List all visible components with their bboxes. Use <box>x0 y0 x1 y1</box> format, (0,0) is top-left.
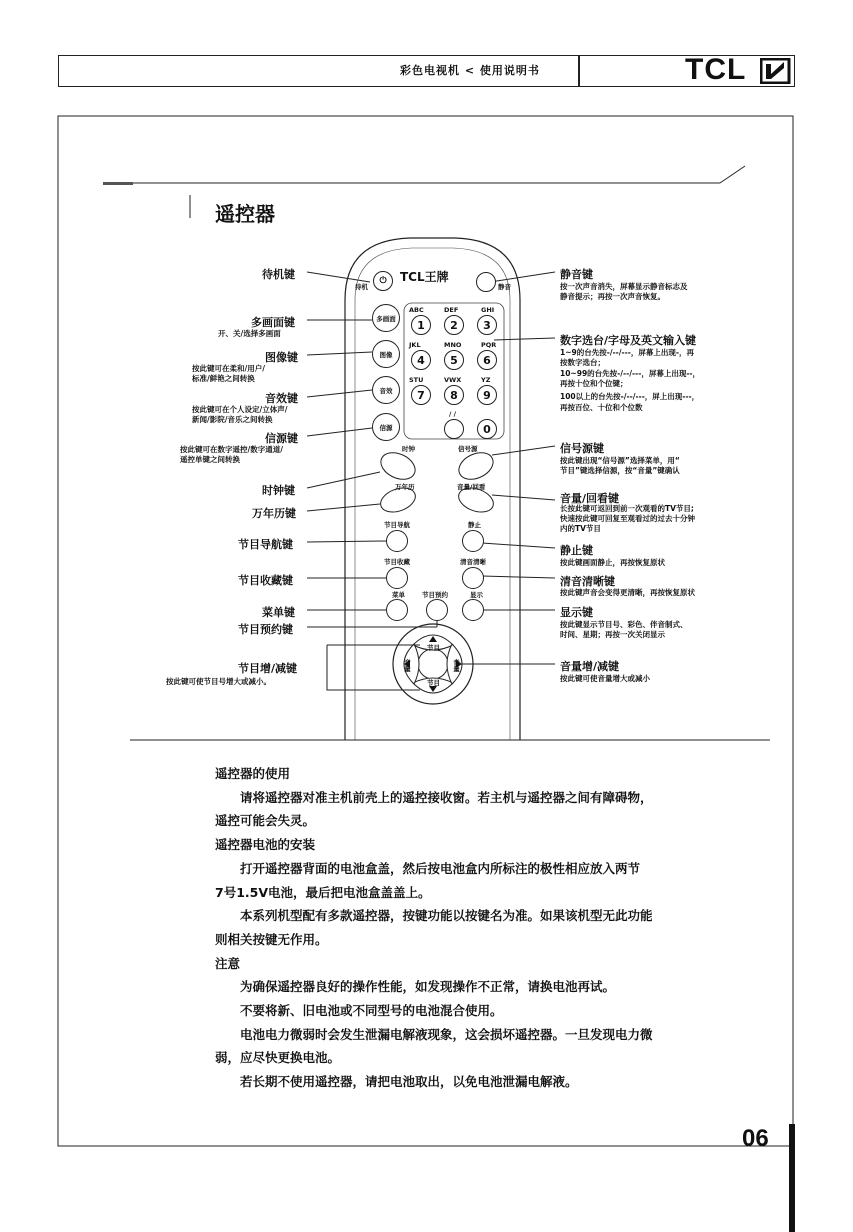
callout-digit-sub-5: 100以上的台先按-/--/---，屏上出现---， <box>560 392 700 401</box>
group-label: YZ <box>481 376 491 384</box>
volume-up-label[interactable]: 音量 <box>452 659 460 672</box>
back-button-label: 音量/回看 <box>457 483 486 491</box>
callout-reserve: 节目预约键 <box>238 623 293 636</box>
heading-battery: 遥控器电池的安装 <box>215 837 316 853</box>
digit-4-button[interactable]: 4 <box>411 350 431 370</box>
channel-up-label[interactable]: 节目 <box>427 644 440 652</box>
group-label: PQR <box>481 341 497 349</box>
group-label: GHI <box>481 306 495 314</box>
digit-1-button[interactable]: 1 <box>411 315 431 335</box>
callout-digit-sub-6: 再按百位、十位和个位数 <box>560 403 643 412</box>
callout-sound-sub-1: 按此键可在个人设定/立体声/ <box>192 405 288 414</box>
callout-digit-sub-3: 10~99的台先按-/--/---，屏幕上出现--， <box>560 369 701 378</box>
notice-item: 电池电力微弱时会发生泄漏电解液现象，这会损坏遥控器。一旦发现电力微 <box>240 1026 653 1042</box>
callout-sound: 音效键 <box>265 392 298 405</box>
body-text <box>215 762 755 1094</box>
clear-sound-button[interactable] <box>462 567 484 589</box>
callout-clock: 时钟键 <box>262 484 295 497</box>
callout-picture: 图像键 <box>265 351 298 364</box>
guide-button-label: 节目导航 <box>384 521 410 529</box>
clear-button-label: 清音清晰 <box>460 558 486 566</box>
callout-digit-sub-4: 再按十位和个位键； <box>560 379 628 388</box>
mute-button[interactable] <box>476 272 496 292</box>
sound-button[interactable]: 音效 <box>372 376 400 404</box>
group-label: DEF <box>444 306 459 314</box>
digit-2-button[interactable]: 2 <box>444 315 464 335</box>
digit-6-button[interactable]: 6 <box>477 350 497 370</box>
back-button[interactable] <box>458 489 494 511</box>
digit-0-button[interactable]: 0 <box>477 419 497 439</box>
callout-digit: 数字选台/字母及英文输入键 <box>560 334 697 347</box>
callout-channel: 节目增/减键 <box>238 662 298 675</box>
callout-source-sub-1: 按此键出现“信号源”选择菜单，用“ <box>560 456 680 465</box>
callout-back-sub-1: 长按此键可返回到前一次观看的TV节目; <box>560 504 694 513</box>
callout-display: 显示键 <box>560 606 593 619</box>
group-label: JKL <box>409 341 421 349</box>
callout-multi-sub: 开、关/选择多画面 <box>218 329 281 338</box>
channel-collect-button[interactable] <box>386 567 408 589</box>
standby-button-label: 待机 <box>355 283 368 291</box>
digit-8-button[interactable]: 8 <box>444 385 464 405</box>
callout-standby: 待机键 <box>262 268 295 281</box>
heading-notice: 注意 <box>215 955 241 971</box>
callout-digit-sub-2: 按数字选台； <box>560 358 605 367</box>
digit-9-button[interactable]: 9 <box>477 385 497 405</box>
callout-clear: 清音清晰键 <box>560 575 615 588</box>
callout-clear-sub: 按此键声音会变得更清晰，再按恢复原状 <box>560 588 695 597</box>
mute-button-label: 静音 <box>498 283 511 291</box>
callout-picture-sub-2: 标准/鲜艳之间转换 <box>192 374 255 383</box>
paragraph: 本系列机型配有多款遥控器，按键功能以按键名为准。如果该机型无此功能 <box>240 908 653 924</box>
digit-5-button[interactable]: 5 <box>444 350 464 370</box>
callout-picture-sub-1: 按此键可在柔和/用户/ <box>192 364 265 373</box>
callout-freeze-sub: 按此键画面静止，再按恢复原状 <box>560 558 665 567</box>
channel-down-label[interactable]: 节目 <box>427 679 440 687</box>
source-button[interactable] <box>458 454 494 478</box>
callout-volume-sub: 按此键可使音量增大或减小 <box>560 674 650 683</box>
calendar-button-label: 万年历 <box>395 483 415 491</box>
callout-calendar: 万年历键 <box>252 507 296 520</box>
channel-guide-button[interactable] <box>386 530 408 552</box>
paragraph: 7号1.5V电池，最后把电池盒盖盖上。 <box>215 884 431 900</box>
digit-3-button[interactable]: 3 <box>477 315 497 335</box>
digit-7-button[interactable]: 7 <box>411 385 431 405</box>
display-button[interactable] <box>462 599 484 621</box>
clock-button[interactable] <box>380 454 416 478</box>
callout-multi: 多画面键 <box>251 316 295 329</box>
group-label: / / <box>449 410 457 418</box>
dash-button[interactable] <box>444 419 464 439</box>
callout-back: 音量/回看键 <box>560 492 620 505</box>
notice-item: 弱，应尽快更换电池。 <box>215 1050 341 1066</box>
paragraph: 遥控可能会失灵。 <box>215 813 316 829</box>
callout-back-sub-3: 内的TV节目 <box>560 524 601 533</box>
callout-source: 信号源键 <box>560 442 604 455</box>
paragraph: 打开遥控器背面的电池盒盖，然后按电池盒内所标注的极性相应放入两节 <box>240 860 641 876</box>
calendar-button[interactable] <box>380 489 416 511</box>
callout-source-sub-2: 节目”键选择信源，按“音量”键确认 <box>560 466 680 475</box>
freeze-button-label: 静止 <box>468 521 481 529</box>
callout-signal-sub-2: 遥控单键之间转换 <box>180 455 240 464</box>
collect-button-label: 节目收藏 <box>384 558 410 566</box>
menu-button[interactable] <box>386 599 408 621</box>
reserve-button[interactable] <box>426 599 448 621</box>
source-button-label: 信号源 <box>458 445 478 453</box>
callout-freeze: 静止键 <box>560 544 593 557</box>
callout-sound-sub-2: 新闻/影院/音乐之间转换 <box>192 415 273 424</box>
paragraph: 请将遥控器对准主机前壳上的遥控接收窗。若主机与遥控器之间有障碍物， <box>240 789 653 805</box>
callout-signal: 信源键 <box>265 432 298 445</box>
callout-channel-sub: 按此键可使节目号增大或减小。 <box>166 677 271 686</box>
group-label: VWX <box>444 376 462 384</box>
callout-digit-sub-1: 1~9的台先按-/--/---，屏幕上出现-，再 <box>560 348 694 357</box>
page-number: 06 <box>742 1125 769 1152</box>
menu-button-label: 菜单 <box>392 591 405 599</box>
callout-collect: 节目收藏键 <box>238 574 293 587</box>
callout-display-sub-2: 时间、星期；再按一次关闭显示 <box>560 630 665 639</box>
signal-button[interactable]: 信源 <box>372 413 400 441</box>
notice-item: 若长期不使用遥控器，请把电池取出，以免电池泄漏电解液。 <box>240 1074 578 1090</box>
paragraph: 则相关按键无作用。 <box>215 931 328 947</box>
clock-button-label: 时钟 <box>402 445 415 453</box>
callout-mute-sub-1: 按一次声音消失，屏幕显示静音标志及 <box>560 282 688 291</box>
standby-button[interactable]: ⏻ <box>373 271 393 291</box>
notice-item: 不要将新、旧电池或不同型号的电池混合使用。 <box>240 1003 503 1019</box>
group-label: STU <box>409 376 424 384</box>
callout-guide: 节目导航键 <box>238 538 293 551</box>
picture-button[interactable]: 图像 <box>372 340 400 368</box>
callout-display-sub-1: 按此键显示节目号、彩色、伴音制式、 <box>560 620 688 629</box>
group-label: ABC <box>409 306 424 314</box>
notice-item: 为确保遥控器良好的操作性能，如发现操作不正常，请换电池再试。 <box>240 979 616 995</box>
brand-logo-text: TCL <box>685 53 747 86</box>
callout-menu: 菜单键 <box>262 606 295 619</box>
remote-brand-label: TCL王牌 <box>400 270 449 284</box>
callout-mute: 静音键 <box>560 268 593 281</box>
reserve-button-label: 节目预约 <box>422 591 448 599</box>
multi-picture-button[interactable]: 多画面 <box>372 304 400 332</box>
volume-down-label[interactable]: 音量 <box>403 659 411 672</box>
heading-usage: 遥控器的使用 <box>215 766 291 781</box>
section-title: 遥控器 <box>215 202 275 226</box>
callout-back-sub-2: 快速按此键可回复至观看过的过去十分钟 <box>560 514 695 523</box>
group-label: MNO <box>444 341 462 349</box>
callout-volume: 音量增/减键 <box>560 660 620 673</box>
freeze-button[interactable] <box>462 530 484 552</box>
callout-mute-sub-2: 静音提示；再按一次声音恢复。 <box>560 292 665 301</box>
callout-signal-sub-1: 按此键可在数字遥控/数字通道/ <box>180 445 283 454</box>
header-title: 彩色电视机 < 使用说明书 <box>400 64 540 77</box>
display-button-label: 显示 <box>470 591 483 599</box>
